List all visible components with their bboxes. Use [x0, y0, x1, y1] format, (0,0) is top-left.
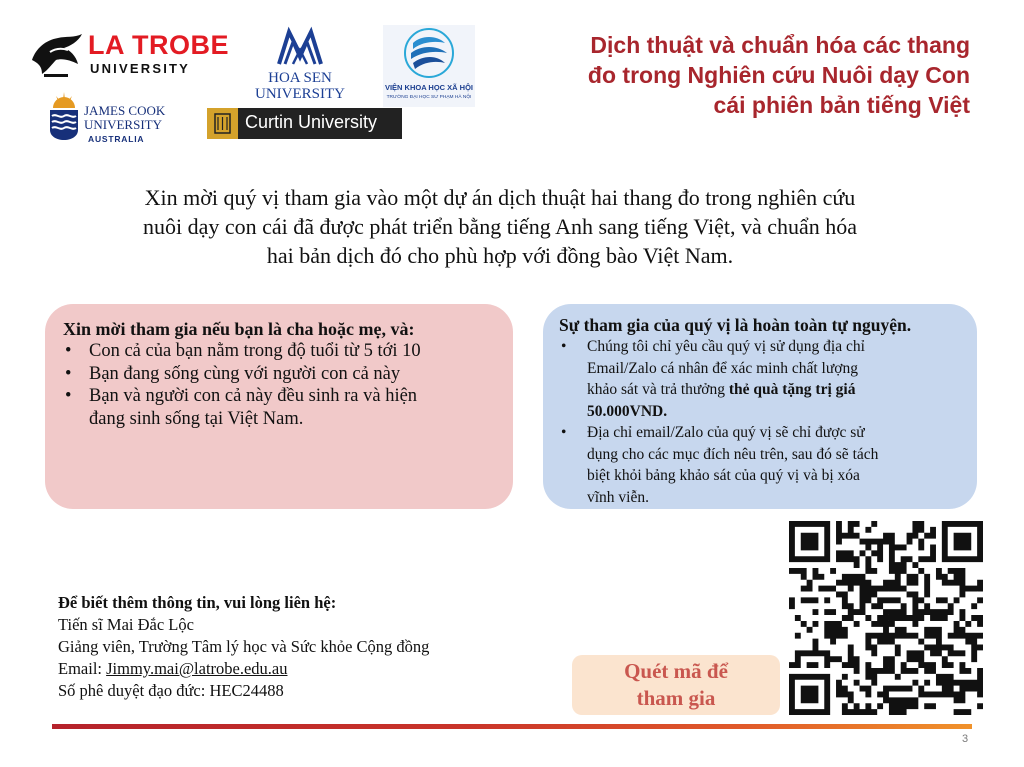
vien-khoa-hoc-sub: TRƯỜNG ĐẠI HỌC SƯ PHẠM HÀ NỘI	[386, 95, 472, 100]
eligibility-item-text: Con cả của bạn nằm trong độ tuổi từ 5 tới 10	[89, 341, 421, 361]
voluntary-box	[543, 304, 977, 509]
eligibility-item-text: • Bạn và người con cả này đều sinh ra và hiện	[89, 386, 418, 406]
jcu-sub: AUSTRALIA	[88, 134, 145, 144]
scan-line-2: tham gia	[636, 686, 716, 710]
hoa-sen-line1: HOA SEN	[268, 70, 332, 86]
eligibility-item-text: đang sinh sống tại Việt Nam.	[89, 408, 304, 429]
sunrise-waves-icon	[48, 90, 80, 142]
voluntary-text: Email/Zalo cá nhân để xác minh chất lượng	[587, 359, 858, 377]
qr-code[interactable]	[789, 521, 983, 715]
eligibility-item-text: Bạn đang sống cùng với người con cả này	[89, 363, 401, 384]
title-line-3: cái phiên bản tiếng Việt	[713, 92, 970, 118]
scan-to-join-button[interactable]	[572, 655, 780, 715]
vien-khoa-hoc-logo	[383, 25, 475, 107]
eligibility-heading: Xin mời tham gia nếu bạn là cha hoặc mẹ, và:	[63, 319, 415, 339]
gift-card-text: thẻ quà tặng trị giá	[728, 381, 856, 398]
intro-line-3: hai bản dịch đó cho phù hợp với đồng bào Việt Nam.	[266, 243, 734, 268]
voluntary-text: dụng cho các mục đích nêu trên, sau đó sẽ tách	[587, 445, 879, 463]
lotus-mountain-icon	[275, 24, 325, 66]
ethics-number: Số phê duyệt đạo đức: HEC24488	[58, 681, 284, 700]
contact-heading: Để biết thêm thông tin, vui lòng liên hệ:	[58, 593, 337, 612]
intro-line-1: Xin mời quý vị tham gia vào một dự án dịch thuật hai thang đo trong nghiên cứu	[144, 185, 856, 210]
vien-khoa-hoc-name: VIỆN KHOA HỌC XÃ HỘI	[384, 83, 474, 92]
jcu-line2: UNIVERSITY	[84, 117, 162, 132]
la-trobe-name: LA TROBE	[88, 30, 229, 60]
la-trobe-logo	[30, 28, 240, 84]
james-cook-logo	[48, 90, 188, 146]
contact-role: Giảng viên, Trường Tâm lý học và Sức khỏe Cộng đồng	[58, 637, 430, 656]
wave-s-icon	[401, 27, 457, 79]
hoa-sen-logo	[248, 24, 352, 104]
intro-paragraph	[40, 183, 960, 270]
voluntary-text: khảo sát và trả thưởng	[587, 381, 729, 398]
curtin-crest-icon	[207, 108, 238, 139]
voluntary-item	[559, 336, 961, 422]
eligibility-item	[63, 340, 495, 363]
gift-card-value: 50.000VND.	[587, 402, 668, 420]
title-line-1: Dịch thuật và chuẩn hóa các thang	[590, 32, 970, 58]
page-number: 3	[962, 733, 969, 745]
voluntary-text: biệt khỏi bảng khảo sát của quý vị và bị xóa	[587, 467, 860, 484]
jcu-line1: JAMES COOK	[84, 103, 166, 118]
voluntary-item	[559, 422, 961, 508]
intro-line-2: nuôi dạy con cái đã được phát triển bằng tiếng Anh sang tiếng Việt, và chuẩn hóa	[142, 214, 858, 239]
email-label: Email:	[58, 659, 107, 678]
eligibility-box	[45, 304, 513, 509]
footer-divider	[52, 724, 972, 729]
hoa-sen-line2: UNIVERSITY	[255, 86, 345, 102]
voluntary-text: • Địa chỉ email/Zalo của quý vị sẽ chỉ được sử	[587, 424, 865, 441]
eligibility-list	[63, 340, 495, 430]
curtin-name: Curtin University	[245, 112, 378, 132]
voluntary-heading: Sự tham gia của quý vị là hoàn toàn tự nguyện.	[559, 315, 912, 335]
voluntary-text: • Chúng tôi chỉ yêu cầu quý vị sử dụng địa chỉ	[587, 338, 865, 355]
scan-line-1: Quét mã để	[624, 659, 728, 683]
contact-section	[58, 592, 538, 702]
voluntary-text: vĩnh viễn.	[587, 488, 649, 506]
eligibility-item	[63, 363, 495, 386]
la-trobe-sub: UNIVERSITY	[90, 61, 191, 76]
curtin-logo	[207, 108, 402, 139]
page-title	[500, 30, 970, 120]
voluntary-list	[559, 336, 961, 508]
pelican-icon	[30, 30, 84, 78]
contact-name: Tiến sĩ Mai Đắc Lộc	[58, 615, 194, 634]
eligibility-item	[63, 385, 495, 430]
title-line-2: đo trong Nghiên cứu Nuôi dạy Con	[587, 62, 970, 88]
contact-email-link[interactable]: Jimmy.mai@latrobe.edu.au	[106, 659, 288, 678]
